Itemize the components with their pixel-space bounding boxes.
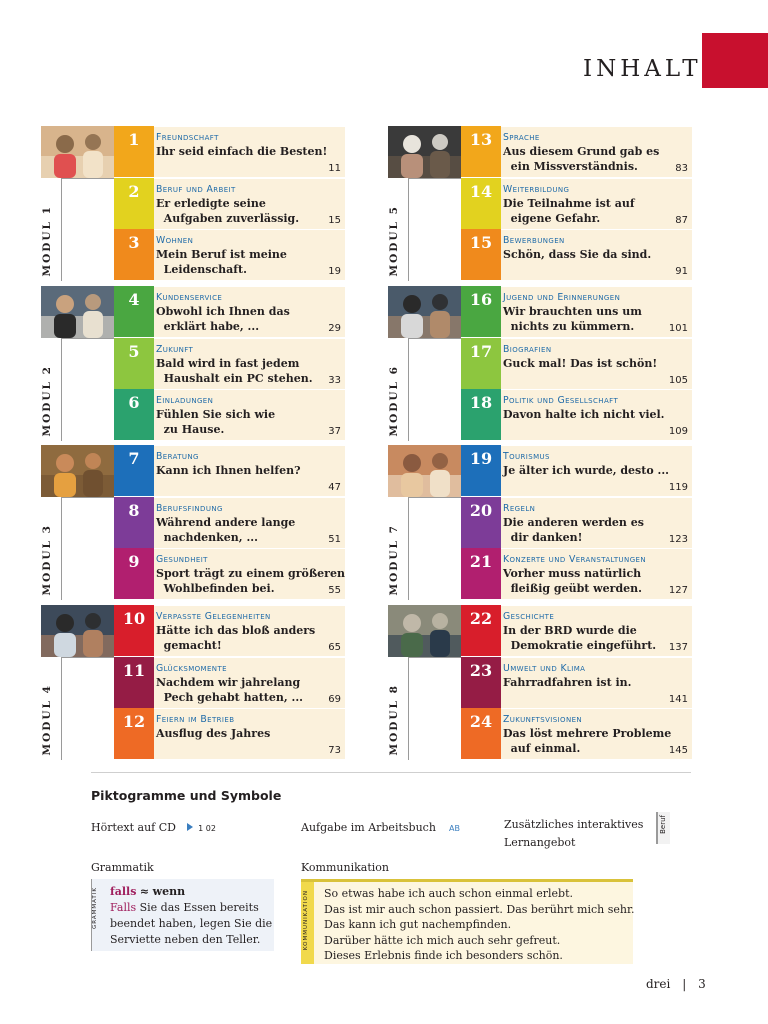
chapter-topic: Jugend und Erinnerungen [503,292,621,303]
legend-hoertext [91,816,216,835]
chapter-title: Ihr seid einfach die Besten! [156,145,328,158]
chapter-topic: Biografien [503,343,552,355]
chapter-entry[interactable] [114,286,345,337]
chapter-number: 22 [461,605,501,656]
chapter-entry[interactable] [461,657,692,708]
module-bracket [61,497,114,600]
kommunikation-line: So etwas habe ich auch schon einmal erlebt. [324,887,573,900]
module-label: MODUL 7 [388,524,400,596]
chapter-number: 20 [461,497,501,548]
chapter-entry[interactable] [114,338,345,389]
chapter-topic: Umwelt und Klima [503,662,586,674]
chapter-entry[interactable] [114,389,345,440]
chapter-topic: Zukunft [156,343,194,355]
chapter-page: 119 [668,482,688,493]
module-bracket [408,338,461,441]
divider [91,772,691,773]
chapter-body [154,605,345,656]
chapter-title: Er erledigte seine Aufgaben zuverlässig. [156,196,300,225]
chapter-entry[interactable] [114,605,345,656]
chapter-body [154,548,345,599]
chapter-entry[interactable] [114,178,345,229]
chapter-topic: Weiterbildung [503,183,570,195]
chapter-title: Nachdem wir jahrelang Pech gehabt hatten, ... [156,675,304,704]
chapter-number: 3 [114,229,154,280]
chapter-title: Je älter ich wurde, desto ... [503,464,669,477]
footer-separator: | [682,977,687,991]
chapter-topic: Berufsfindung [156,502,223,514]
chapter-page: 127 [668,585,688,596]
module-photo [388,605,461,657]
chapter-number: 7 [114,445,154,496]
gram-word-wenn: wenn [152,885,186,898]
module-bracket [61,178,114,281]
chapter-body [501,445,692,496]
grammatik-content [110,884,272,948]
chapter-body [501,178,692,229]
kommunikation-side-label: KOMMUNIKATION [303,890,309,951]
chapter-entry[interactable] [114,497,345,548]
chapter-topic: Regeln [503,502,536,514]
legend-title: Piktogramme und Symbole [91,788,282,803]
chapter-body [501,338,692,389]
chapter-title: Ausflug des Jahres [156,727,271,740]
chapter-page: 109 [668,426,688,437]
ab-icon: AB [449,824,460,833]
chapter-topic: Freundschaft [156,132,219,143]
chapter-number: 19 [461,445,501,496]
module-photo [41,605,114,657]
chapter-number: 6 [114,389,154,440]
chapter-number: 10 [114,605,154,656]
grammatik-side [91,879,102,951]
module-photo [41,126,114,178]
chapter-body [501,286,692,337]
chapter-number: 2 [114,178,154,229]
chapter-topic: Verpasste Gelegenheiten [156,611,271,622]
gram-example-line2: beendet haben, legen Sie die [110,917,273,930]
chapter-title: Die Teilnahme ist auf eigene Gefahr. [503,196,635,225]
chapter-number: 9 [114,548,154,599]
chapter-page: 105 [668,374,688,386]
page-title: INHALT [583,56,702,82]
chapter-body [154,229,345,280]
chapter-number: 4 [114,286,154,337]
chapter-title: Mein Beruf ist meine Leidenschaft. [156,248,287,276]
chapter-body [154,126,345,177]
interaktiv-line1: Zusätzliches interaktives [504,818,644,831]
chapter-topic: Zukunftsvisionen [503,714,583,725]
chapter-body [154,657,345,708]
chapter-page: 145 [668,745,688,756]
chapter-topic: Beratung [156,451,199,462]
kommunikation-heading: Kommunikation [301,861,389,874]
chapter-title: Die anderen werden es dir danken! [503,515,644,544]
chapter-title: Aus diesem Grund gab es ein Missverständnis. [503,145,660,173]
chapter-entry[interactable] [461,286,692,337]
chapter-page: 19 [328,266,341,277]
chapter-body [501,657,692,708]
module-bracket [408,497,461,600]
chapter-page: 37 [328,426,341,437]
chapter-page: 55 [328,585,341,596]
chapter-page: 69 [328,693,341,705]
chapter-title: Das löst mehrere Probleme auf einmal. [503,727,672,755]
chapter-page: 141 [668,693,688,705]
chapter-page: 73 [328,745,341,756]
chapter-number: 21 [461,548,501,599]
chapter-entry[interactable] [461,178,692,229]
kommunikation-lines [324,886,635,964]
chapter-number: 15 [461,229,501,280]
chapter-number: 17 [461,338,501,389]
chapter-page: 11 [328,163,341,174]
grammatik-heading: Grammatik [91,861,154,874]
module-bracket [408,657,461,760]
module-photo [388,286,461,338]
module-bracket [408,178,461,281]
chapter-title: Guck mal! Das ist schön! [503,356,658,370]
module-label: MODUL 2 [41,365,53,437]
chapter-topic: Einladungen [156,395,214,406]
chapter-entry[interactable] [461,497,692,548]
chapter-entry[interactable] [114,445,345,496]
arbeitsbuch-label: Aufgabe im Arbeitsbuch [301,821,436,834]
chapter-body [501,708,692,759]
chapter-title: Kann ich Ihnen helfen? [156,464,301,477]
interaktiv-line2: Lernangebot [504,836,576,849]
hoertext-label: Hörtext auf CD [91,821,176,834]
chapter-number: 24 [461,708,501,759]
chapter-title: Während andere lange nachdenken, ... [156,515,296,544]
module-label: MODUL 4 [41,684,53,756]
chapter-entry[interactable] [461,338,692,389]
page-footer [646,977,706,991]
chapter-number: 18 [461,389,501,440]
chapter-entry[interactable] [114,126,345,177]
chapter-page: 87 [675,214,688,226]
chapter-title: Wir brauchten uns um nichts zu kümmern. [503,305,642,333]
module-photo [41,445,114,497]
chapter-topic: Bewerbungen [503,235,565,246]
kommunikation-line: Darüber hätte ich mich auch sehr gefreut. [324,933,561,947]
chapter-entry[interactable] [461,548,692,599]
module-label: MODUL 5 [388,205,400,277]
module-bracket [61,657,114,760]
chapter-topic: Politik und Gesellschaft [503,395,619,406]
chapter-entry[interactable] [114,548,345,599]
module-bracket [61,338,114,441]
gram-example-line3: Serviette neben den Teller. [110,933,261,946]
chapter-title: In der BRD wurde die Demokratie eingeführt. [503,624,657,652]
chapter-body [154,389,345,440]
chapter-page: 83 [675,163,688,174]
beruf-tag-label: Beruf [659,815,667,834]
gram-approx: ≈ [139,885,150,898]
module-label: MODUL 3 [41,524,53,596]
chapter-topic: Beruf und Arbeit [156,183,236,195]
chapter-number: 11 [114,657,154,708]
gram-example-start: Falls [110,901,137,914]
chapter-body [154,338,345,389]
chapter-body [501,497,692,548]
chapter-title: Bald wird in fast jedem Haushalt ein PC stehen. [156,356,313,385]
footer-page-number: 3 [698,977,706,991]
chapter-title: Obwohl ich Ihnen das erklärt habe, ... [156,305,290,333]
module-photo [388,445,461,497]
chapter-page: 15 [328,214,341,226]
chapter-number: 14 [461,178,501,229]
chapter-topic: Sprache [503,132,540,143]
chapter-page: 101 [668,323,688,334]
grammatik-side-label: GRAMMATIK [92,887,98,930]
chapter-page: 33 [328,374,341,386]
chapter-title: Fühlen Sie sich wie zu Hause. [156,408,276,436]
grammatik-box [91,879,274,951]
module-label: MODUL 8 [388,684,400,756]
chapter-number: 16 [461,286,501,337]
hoertext-code: 1 02 [198,824,216,833]
chapter-title: Davon halte ich nicht viel. [503,408,665,421]
chapter-body [501,548,692,599]
chapter-entry[interactable] [461,389,692,440]
chapter-title: Hätte ich das bloß anders gemacht! [156,624,316,652]
chapter-entry[interactable] [461,126,692,177]
chapter-page: 51 [328,533,341,545]
kommunikation-box [301,879,633,964]
chapter-title: Schön, dass Sie da sind. [503,248,652,261]
gram-word-falls: falls [110,885,137,898]
chapter-topic: Geschichte [503,611,555,622]
chapter-body [154,497,345,548]
chapter-page: 29 [328,323,341,334]
play-icon [187,823,193,831]
chapter-title: Vorher muss natürlich fleißig geübt werden. [503,567,642,595]
chapter-entry[interactable] [461,229,692,280]
chapter-entry[interactable] [461,605,692,656]
chapter-entry[interactable] [114,657,345,708]
chapter-topic: Tourismus [503,451,550,462]
chapter-page: 91 [675,266,688,277]
chapter-title: Fahrradfahren ist in. [503,675,632,689]
chapter-topic: Konzerte und Veranstaltungen [503,554,646,565]
legend-interaktiv [504,816,643,852]
chapter-page: 47 [328,482,341,493]
chapter-body [154,286,345,337]
chapter-body [501,389,692,440]
kommunikation-line: Das ist mir auch schon passiert. Das berührt mich sehr. [324,902,635,916]
chapter-body [501,229,692,280]
chapter-page: 65 [328,642,341,653]
chapter-topic: Glücksmomente [156,662,227,674]
chapter-number: 5 [114,338,154,389]
chapter-number: 1 [114,126,154,177]
chapter-topic: Feiern im Betrieb [156,714,235,725]
kommunikation-side [301,882,314,964]
chapter-topic: Kundenservice [156,292,223,303]
chapter-entry[interactable] [461,445,692,496]
chapter-number: 12 [114,708,154,759]
module-label: MODUL 1 [41,205,53,277]
chapter-page: 137 [668,642,688,653]
chapter-entry[interactable] [114,229,345,280]
module-photo [41,286,114,338]
legend-arbeitsbuch [301,816,460,835]
chapter-body [154,178,345,229]
gram-example-rest: Sie das Essen bereits [136,901,259,914]
kommunikation-line: Dieses Erlebnis finde ich besonders schön. [324,949,563,962]
chapter-body [501,126,692,177]
chapter-number: 8 [114,497,154,548]
chapter-topic: Wohnen [156,235,194,246]
chapter-body [501,605,692,656]
chapter-entry[interactable] [114,708,345,759]
footer-word: drei [646,977,671,991]
module-label: MODUL 6 [388,365,400,437]
chapter-body [154,445,345,496]
chapter-topic: Gesundheit [156,554,208,565]
kommunikation-line: Das kann ich gut nachempfinden. [324,918,512,931]
chapter-body [154,708,345,759]
module-photo [388,126,461,178]
chapter-entry[interactable] [461,708,692,759]
chapter-page: 123 [668,533,688,545]
chapter-title: Sport trägt zu einem größeren Wohlbefinden bei. [156,567,345,595]
chapter-number: 23 [461,657,501,708]
beruf-tag-icon [656,812,670,844]
chapter-number: 13 [461,126,501,177]
